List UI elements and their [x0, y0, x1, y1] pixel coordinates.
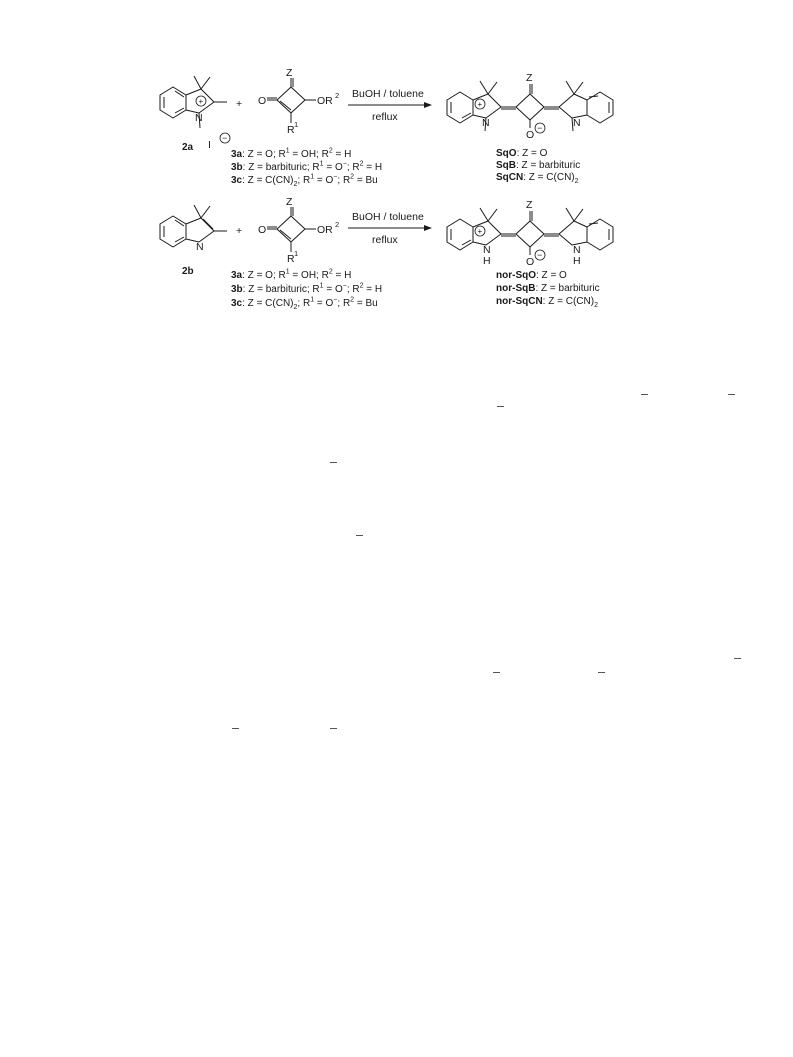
- svg-text:+: +: [477, 227, 483, 236]
- svg-text:+: +: [477, 100, 483, 109]
- svg-text:O: O: [526, 256, 535, 268]
- svg-text:N: N: [196, 241, 204, 253]
- svg-text:N: N: [573, 244, 581, 256]
- product-sqo: SqO: Z = O: [496, 148, 548, 159]
- stray-mark: [232, 728, 239, 729]
- squaraine-product-structure-row1: [447, 72, 613, 141]
- reagent-3a-row1: 3a: Z = O; $R^1$ = OH; $R^2 = H$: [231, 147, 352, 160]
- compound-2a-label: 2a: [182, 142, 194, 153]
- svg-text:O: O: [526, 129, 535, 141]
- product-sqb: SqB: Z = barbituric: [496, 160, 581, 171]
- svg-text:N: N: [482, 117, 490, 129]
- compound-2b-label: 2b: [182, 266, 194, 277]
- svg-text:+: +: [198, 97, 204, 106]
- stray-mark: [356, 535, 363, 536]
- svg-text:H: H: [483, 255, 491, 267]
- reagent-3c-row1: 3c: $Z = C(CN)_2$; $R^1 = O^-$; $R^2 = Bu$: [231, 173, 378, 188]
- product-nor-sqcn: nor-SqCN: $Z = C(CN)_2$: [496, 296, 598, 309]
- squarate-3-structure-row2: [258, 196, 339, 265]
- reagent-3a-row2: 3a: Z = O; $R^1$ = OH; $R^2 = H$: [231, 268, 352, 281]
- stray-mark: [330, 462, 337, 463]
- svg-text:Z: Z: [526, 199, 533, 211]
- stray-mark: [641, 394, 648, 395]
- svg-text:O: O: [258, 224, 267, 236]
- svg-text:H: H: [573, 255, 581, 267]
- svg-text:N: N: [483, 244, 491, 256]
- indolium-2a-structure: [160, 76, 230, 153]
- svg-text:reflux: reflux: [372, 234, 398, 246]
- reaction-arrow-row1: [348, 88, 431, 123]
- svg-text:Z: Z: [526, 72, 533, 84]
- stray-mark: [728, 394, 735, 395]
- stray-mark: [598, 672, 605, 673]
- product-nor-sqb: nor-SqB: Z = barbituric: [496, 283, 600, 294]
- reaction-arrow-row2: [348, 211, 431, 246]
- svg-text:OR: OR: [317, 95, 333, 107]
- svg-text:R: R: [287, 253, 295, 265]
- stray-mark: [734, 658, 741, 659]
- svg-text:1: 1: [294, 120, 299, 129]
- svg-text:N: N: [573, 117, 581, 129]
- product-sqcn: SqCN: $Z = C(CN)_2$: [496, 172, 579, 185]
- reagent-3b-row2: 3b: Z = barbituric; $R^1 = O^-$; $R^2 = H$: [231, 282, 383, 295]
- product-nor-sqo: nor-SqO: Z = O: [496, 270, 567, 281]
- squarate-3-structure-row1: [258, 67, 339, 136]
- plus-sign-2: +: [236, 225, 243, 237]
- nor-squaraine-product-structure: [447, 199, 613, 268]
- svg-text:1: 1: [294, 249, 299, 258]
- svg-text:OR: OR: [317, 224, 333, 236]
- svg-text:R: R: [287, 124, 295, 136]
- svg-text:Z: Z: [286, 196, 293, 208]
- reagent-3c-row2: 3c: $Z = C(CN)_2$; $R^1 = O^-$; $R^2 = Bu$: [231, 296, 378, 311]
- conditions-solvent: BuOH / toluene: [352, 88, 424, 100]
- svg-text:Z: Z: [286, 67, 293, 79]
- svg-text:2: 2: [335, 91, 340, 100]
- reagent-3b-row1: 3b: Z = barbituric; $R^1 = O^-$; $R^2 = H$: [231, 160, 383, 173]
- indolenine-2b-structure: [160, 205, 227, 277]
- plus-sign: +: [236, 98, 243, 110]
- svg-text:2: 2: [335, 220, 340, 229]
- stray-mark: [330, 728, 337, 729]
- svg-text:−: −: [222, 133, 228, 143]
- svg-text:BuOH / toluene: BuOH / toluene: [352, 211, 424, 223]
- iodide-counterion: I: [208, 139, 211, 151]
- svg-text:−: −: [537, 250, 543, 260]
- nitrogen-atom: N: [195, 112, 203, 124]
- stray-mark: [493, 672, 500, 673]
- svg-text:O: O: [258, 95, 267, 107]
- conditions-reflux: reflux: [372, 111, 398, 123]
- stray-mark: [497, 406, 504, 407]
- svg-text:−: −: [537, 123, 543, 133]
